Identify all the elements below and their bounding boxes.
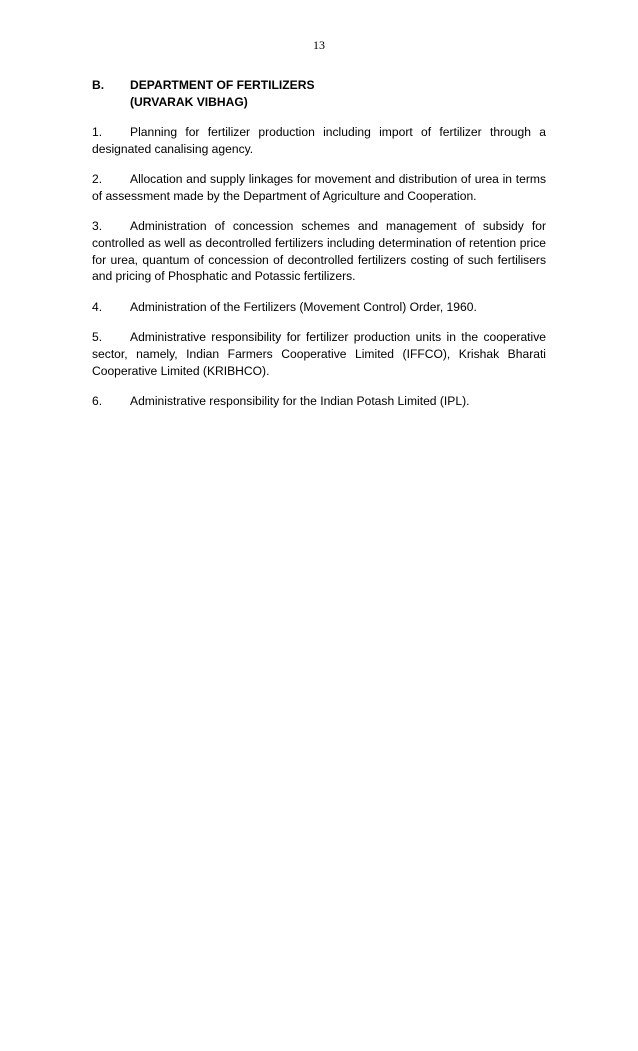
item-number: 5.	[92, 330, 103, 345]
item-text: Administration of concession schemes and management of subsidy for controlled as well as decontrolled fertilizers including determination of retention price for urea, quantum of concession of decontrolled fertilizers costing of such fertilisers and pricing of Phosphatic and Potassic fertilizers.	[92, 219, 546, 284]
item-text: Allocation and supply linkages for movement and distribution of urea in terms of assessment made by the Department of Agriculture and Cooperation.	[92, 172, 546, 203]
list-item	[92, 171, 546, 204]
item-text: Administrative responsibility for the Indian Potash Limited (IPL).	[130, 394, 470, 409]
item-number: 1.	[92, 125, 103, 139]
item-text: Planning for fertilizer production including import of fertilizer through a designated canalising agency.	[92, 125, 546, 156]
item-number: 4.	[92, 299, 103, 314]
item-text: Administrative responsibility for fertilizer production units in the cooperative sector, namely, Indian Farmers Cooperative Limited (IFFCO), Krishak Bharati Cooperative Limited (KRIBHCO).	[92, 330, 546, 378]
item-number: 6.	[92, 394, 103, 409]
section-subtitle: (URVARAK VIBHAG)	[130, 95, 248, 109]
list-item	[92, 124, 546, 157]
document-body	[92, 77, 546, 424]
item-text: Administration of the Fertilizers (Movement Control) Order, 1960.	[130, 299, 477, 314]
section-heading	[92, 77, 546, 111]
list-item	[92, 299, 546, 316]
section-title: DEPARTMENT OF FERTILIZERS	[130, 78, 315, 92]
list-item	[92, 393, 546, 410]
page-number: 13	[313, 38, 325, 52]
list-item	[92, 329, 546, 379]
item-number: 2.	[92, 172, 103, 187]
list-item	[92, 218, 546, 284]
item-number: 3.	[92, 219, 103, 234]
section-letter: B.	[92, 78, 105, 92]
